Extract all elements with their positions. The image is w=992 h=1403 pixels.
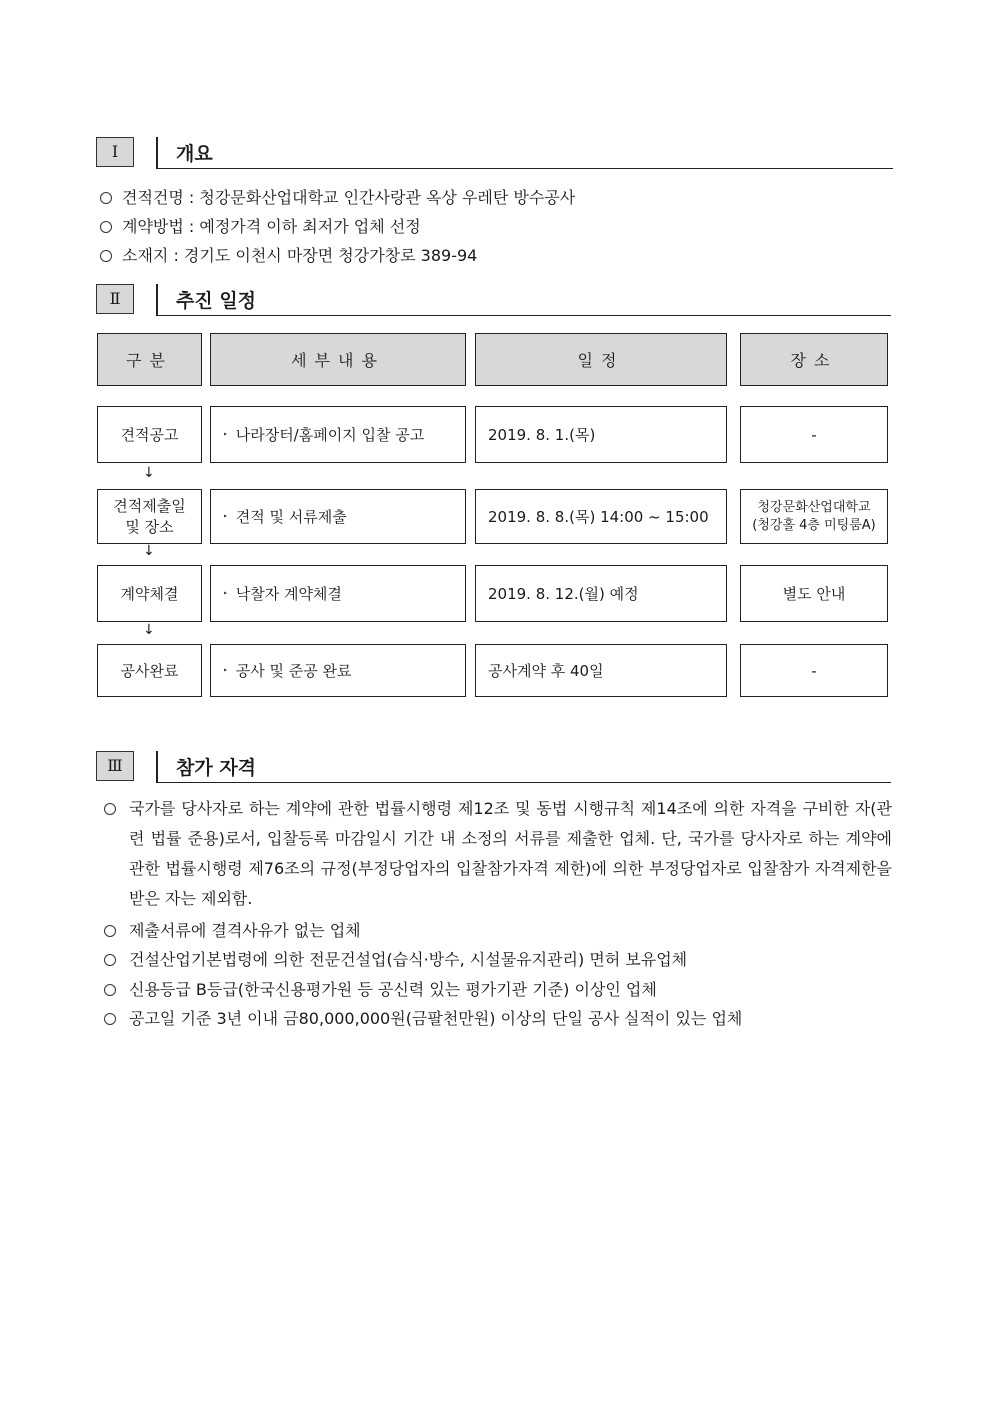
circle-bullet-icon: [104, 984, 116, 996]
overview-item-name: 견적건명 : 청강문화산업대학교 인간사랑관 옥상 우레탄 방수공사: [100, 185, 575, 208]
section-underline: [156, 168, 893, 169]
overview-item-method: 계약방법 : 예정가격 이하 최저가 업체 선정: [100, 214, 421, 237]
schedule-stage: 견적공고: [97, 406, 202, 463]
section-2-heading: [96, 284, 891, 318]
schedule-place: -: [740, 644, 888, 697]
schedule-stage: 견적제출일 및 장소: [97, 489, 202, 544]
section-divider: [156, 751, 158, 783]
section-3-title: 참가 자격: [176, 757, 257, 779]
header-date: 일정: [475, 333, 727, 386]
triangle-bullet-icon: ‣: [223, 512, 228, 521]
circle-bullet-icon: [104, 803, 116, 815]
schedule-place: -: [740, 406, 888, 463]
schedule-date: 공사계약 후 40일: [475, 644, 727, 697]
schedule-detail: ‣ 견적 및 서류제출: [210, 489, 466, 544]
qualification-item: 공고일 기준 3년 이내 금80,000,000원(금팔천만원) 이상의 단일 공사 실적이 있는 업체: [100, 1004, 892, 1034]
circle-bullet-icon: [104, 925, 116, 937]
schedule-detail: ‣ 공사 및 준공 완료: [210, 644, 466, 697]
section-divider: [156, 284, 158, 316]
qualification-item: 신용등급 B등급(한국신용평가원 등 공신력 있는 평가기관 기준) 이상인 업체: [100, 975, 892, 1005]
schedule-place: 청강문화산업대학교 (청강홀 4층 미팅룸A): [740, 489, 888, 544]
section-underline: [156, 315, 891, 316]
schedule-date: 2019. 8. 1.(목): [475, 406, 727, 463]
section-3-heading: [96, 751, 891, 785]
section-underline: [156, 782, 891, 783]
down-arrow-icon: ↓: [143, 622, 155, 638]
triangle-bullet-icon: ‣: [223, 430, 228, 439]
circle-bullet-icon: [104, 954, 116, 966]
qualification-item: 제출서류에 결격사유가 없는 업체: [100, 916, 892, 946]
schedule-detail: ‣ 나라장터/홈페이지 입찰 공고: [210, 406, 466, 463]
section-1-heading: [96, 137, 893, 171]
schedule-place: 별도 안내: [740, 565, 888, 622]
section-1-title: 개요: [176, 143, 213, 165]
schedule-stage: 계약체결: [97, 565, 202, 622]
circle-bullet-icon: [100, 221, 112, 233]
section-divider: [156, 137, 158, 169]
qualification-item: 건설산업기본법령에 의한 전문건설업(습식·방수, 시설물유지관리) 면허 보유업체: [100, 945, 892, 975]
down-arrow-icon: ↓: [143, 543, 155, 559]
triangle-bullet-icon: ‣: [223, 589, 228, 598]
section-2-number: Ⅱ: [96, 284, 134, 314]
header-stage: 구분: [97, 333, 202, 386]
schedule-date: 2019. 8. 12.(월) 예정: [475, 565, 727, 622]
schedule-date: 2019. 8. 8.(목) 14:00 ~ 15:00: [475, 489, 727, 544]
section-2-title: 추진 일정: [176, 290, 257, 312]
overview-item-location: 소재지 : 경기도 이천시 마장면 청강가창로 389-94: [100, 243, 477, 266]
circle-bullet-icon: [100, 192, 112, 204]
circle-bullet-icon: [104, 1013, 116, 1025]
down-arrow-icon: ↓: [143, 465, 155, 481]
qualification-item: 국가를 당사자로 하는 계약에 관한 법률시행령 제12조 및 동법 시행규칙 제14조에 의한 자격을 구비한 자(관련 법률 준용)로서, 입찰등록 마감일시 기간 내 소정의 서류를 제출한 업체. 단, 국가를 당사자로 하는 계약에 관한 법률시행령 제76조의 규정(부정당업자의 입찰참가자격 제한)에 의한 부정당업자로 입찰참가 자격제한을 받은 자는 제외함.: [100, 794, 892, 914]
section-1-number: Ⅰ: [96, 137, 134, 167]
triangle-bullet-icon: ‣: [223, 666, 228, 675]
schedule-detail: ‣ 낙찰자 계약체결: [210, 565, 466, 622]
section-3-number: Ⅲ: [96, 751, 134, 781]
circle-bullet-icon: [100, 250, 112, 262]
header-place: 장소: [740, 333, 888, 386]
header-detail: 세부내용: [210, 333, 466, 386]
schedule-stage: 공사완료: [97, 644, 202, 697]
